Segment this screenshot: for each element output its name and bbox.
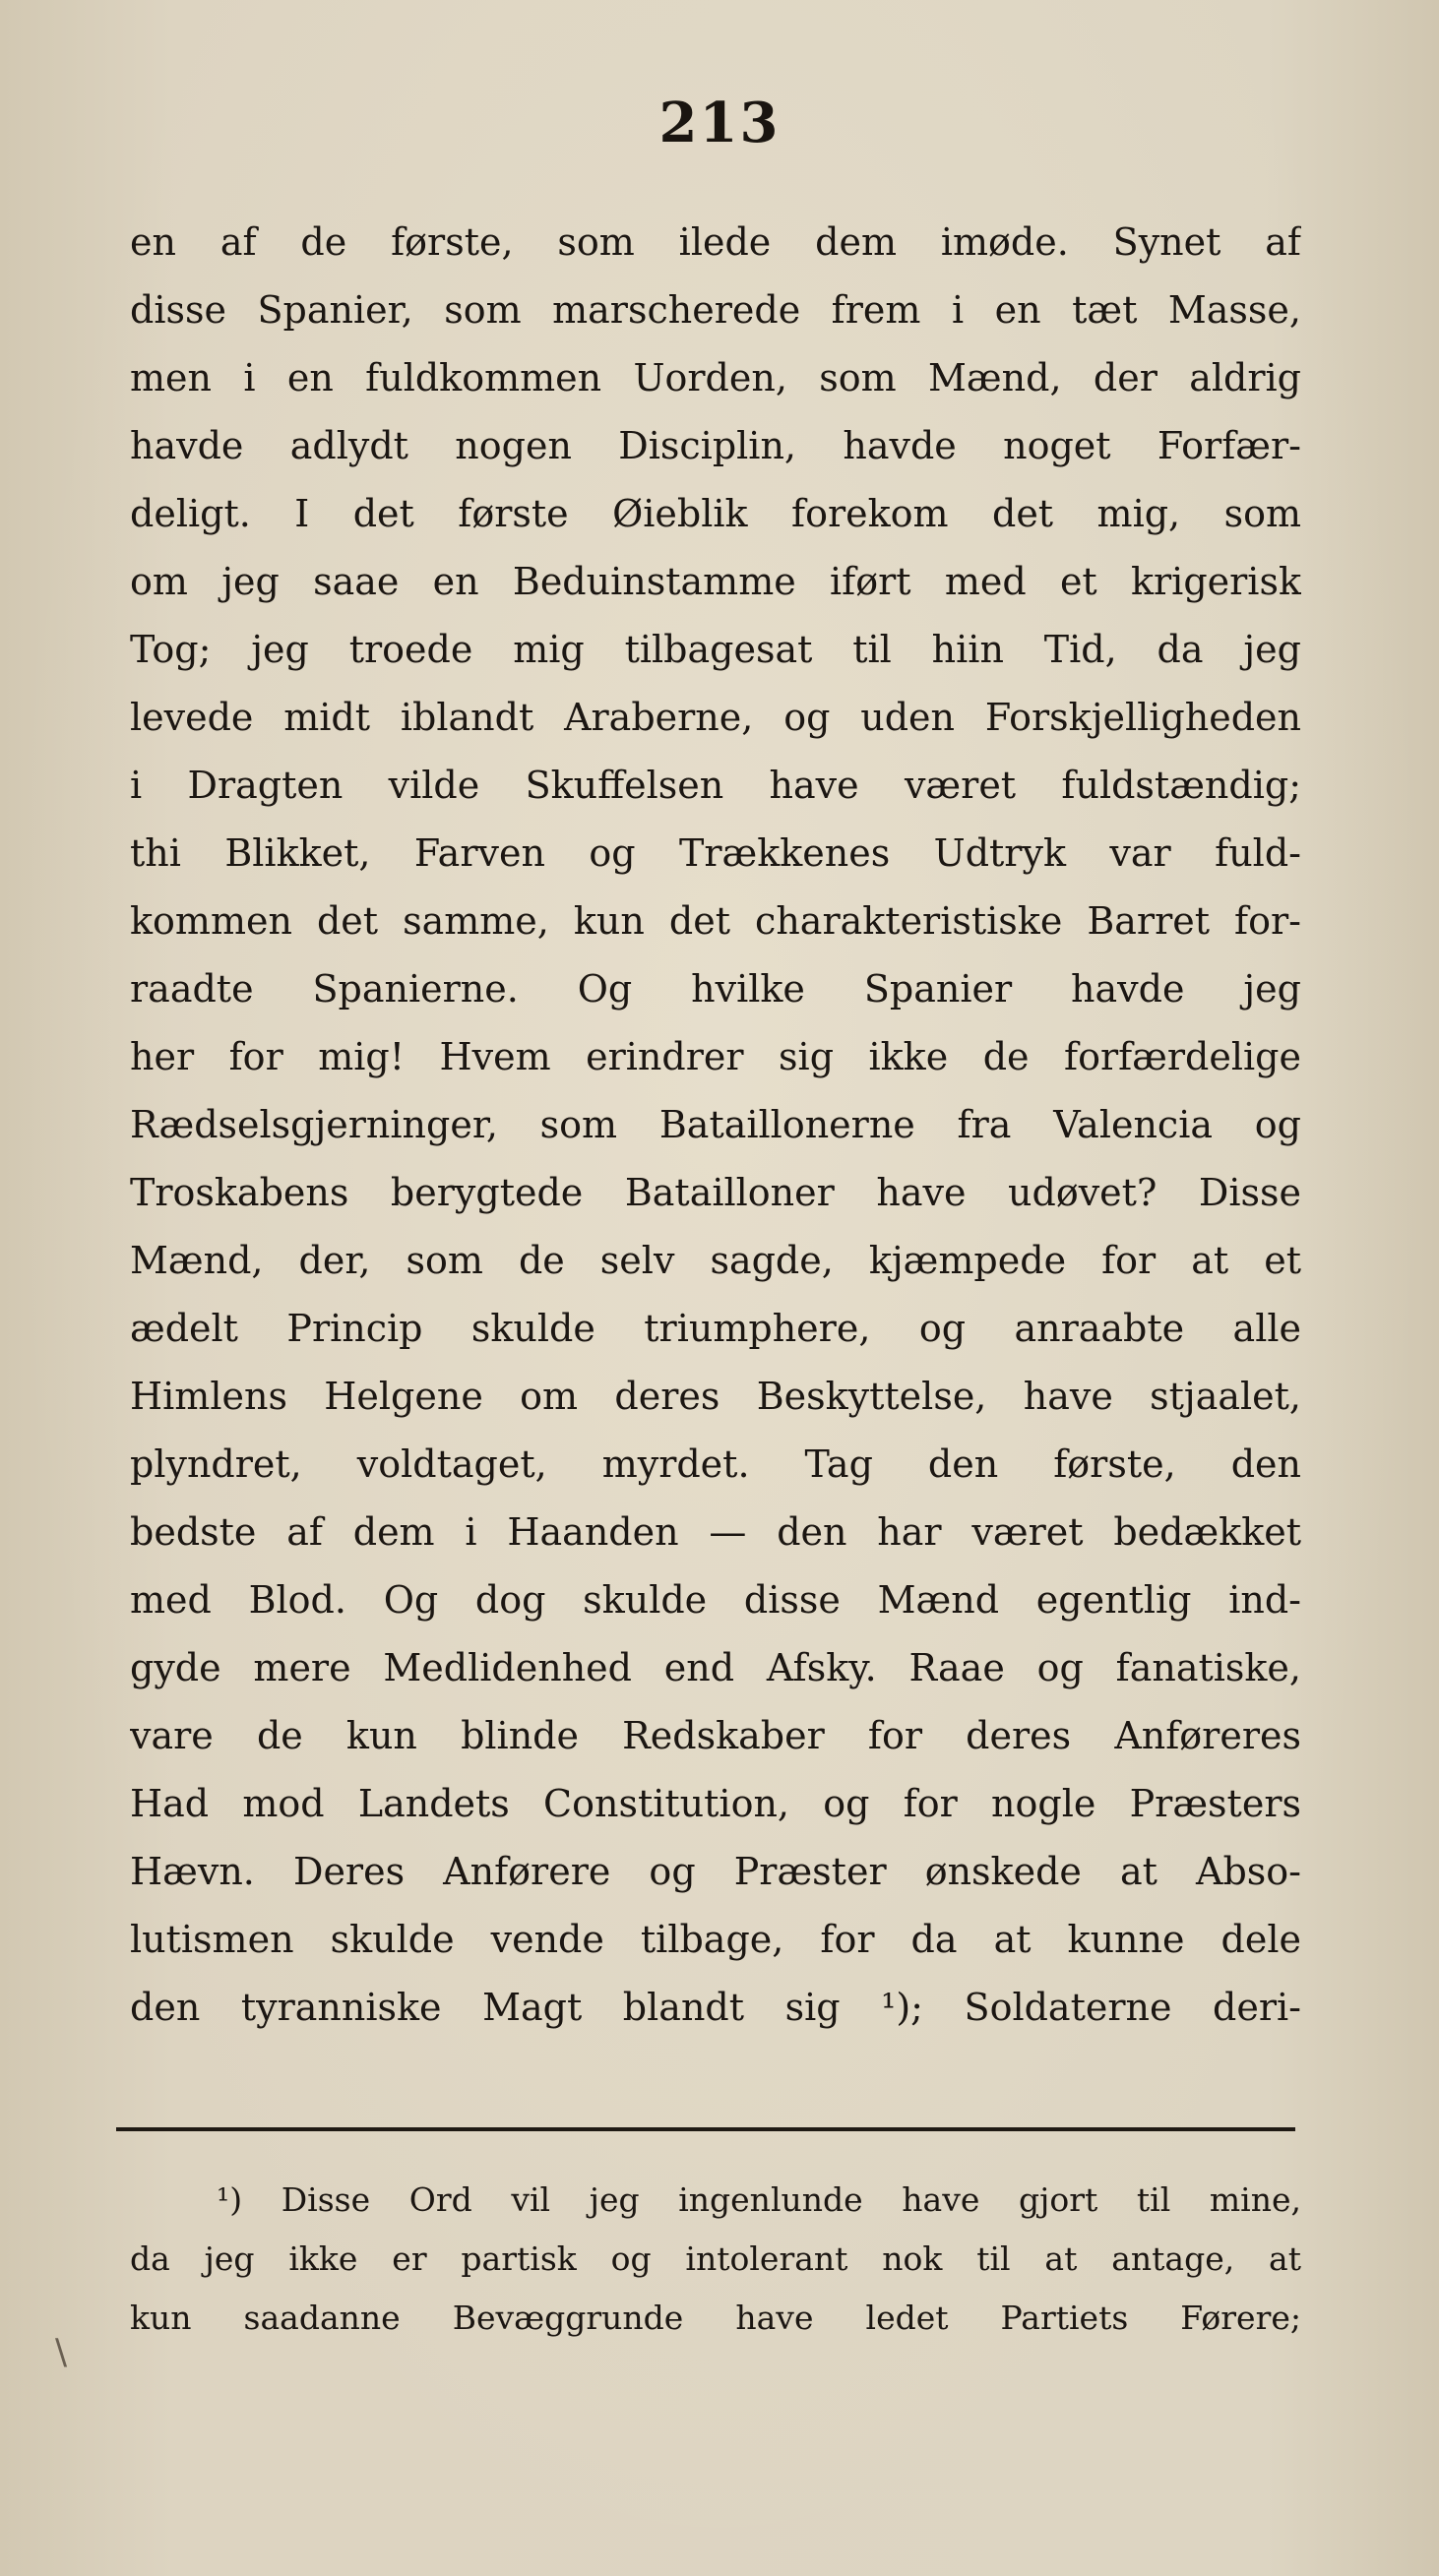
text-line: Rædselsgjerninger, som Bataillonerne fra Valencia og [130, 1103, 1301, 1146]
text-line: plyndret, voldtaget, myrdet. Tag den første, den [130, 1442, 1301, 1486]
text-line: Hævn. Deres Anførere og Præster ønskede at Abso- [130, 1850, 1301, 1893]
text-line: vare de kun blinde Redskaber for deres Anføreres [130, 1714, 1301, 1757]
text-line: gyde mere Medlidenhed end Afsky. Raae og fanatiske, [130, 1646, 1301, 1689]
text-line: en af de første, som ilede dem imøde. Synet af [130, 220, 1301, 264]
text-line: Had mod Landets Constitution, og for nogle Præsters [130, 1782, 1301, 1825]
text-line: Mænd, der, som de selv sagde, kjæmpede for at et [130, 1239, 1301, 1282]
text-line: raadte Spanierne. Og hvilke Spanier havde jeg [130, 967, 1301, 1011]
text-line: havde adlydt nogen Disciplin, havde noget Forfær- [130, 424, 1301, 467]
text-line: ædelt Princip skulde triumphere, og anraabte alle [130, 1307, 1301, 1350]
footnote-line: kun saadanne Bevæggrunde have ledet Partiets Førere; [130, 2299, 1301, 2337]
text-line: bedste af dem i Haanden — den har været bedækket [130, 1510, 1301, 1554]
footnote-divider [116, 2127, 1295, 2131]
footnote-line: da jeg ikke er partisk og intolerant nok til at antage, at [130, 2239, 1301, 2278]
body-text [130, 209, 1301, 2042]
text-line: her for mig! Hvem erindrer sig ikke de forfærdelige [130, 1035, 1301, 1078]
text-line: lutismen skulde vende tilbage, for da at kunne dele [130, 1918, 1301, 1961]
text-line: deligt. I det første Øieblik forekom det mig, som [130, 492, 1301, 535]
text-line: thi Blikket, Farven og Trækkenes Udtryk var fuld- [130, 831, 1301, 875]
text-line: Tog; jeg troede mig tilbagesat til hiin Tid, da jeg [130, 628, 1301, 671]
text-line: disse Spanier, som marscherede frem i en tæt Masse, [130, 288, 1301, 332]
text-line: i Dragten vilde Skuffelsen have været fuldstændig; [130, 764, 1301, 807]
text-line: men i en fuldkommen Uorden, som Mænd, der aldrig [130, 356, 1301, 399]
text-line: Troskabens berygtede Batailloner have udøvet? Disse [130, 1171, 1301, 1214]
text-line: levede midt iblandt Araberne, og uden Forskjelligheden [130, 696, 1301, 739]
text-line: om jeg saae en Beduinstamme iført med et krigerisk [130, 560, 1301, 603]
text-line: med Blod. Og dog skulde disse Mænd egentlig ind- [130, 1578, 1301, 1622]
footnote-line: ¹) Disse Ord vil jeg ingenlunde have gjort til mine, [217, 2180, 1301, 2219]
footnotes [130, 2171, 1301, 2348]
margin-mark: \ [55, 2332, 68, 2372]
text-line: kommen det samme, kun det charakteristiske Barret for- [130, 899, 1301, 943]
text-line: den tyranniske Magt blandt sig ¹); Soldaterne deri- [130, 1986, 1301, 2029]
page-number: 213 [658, 91, 781, 155]
text-line: Himlens Helgene om deres Beskyttelse, have stjaalet, [130, 1375, 1301, 1418]
